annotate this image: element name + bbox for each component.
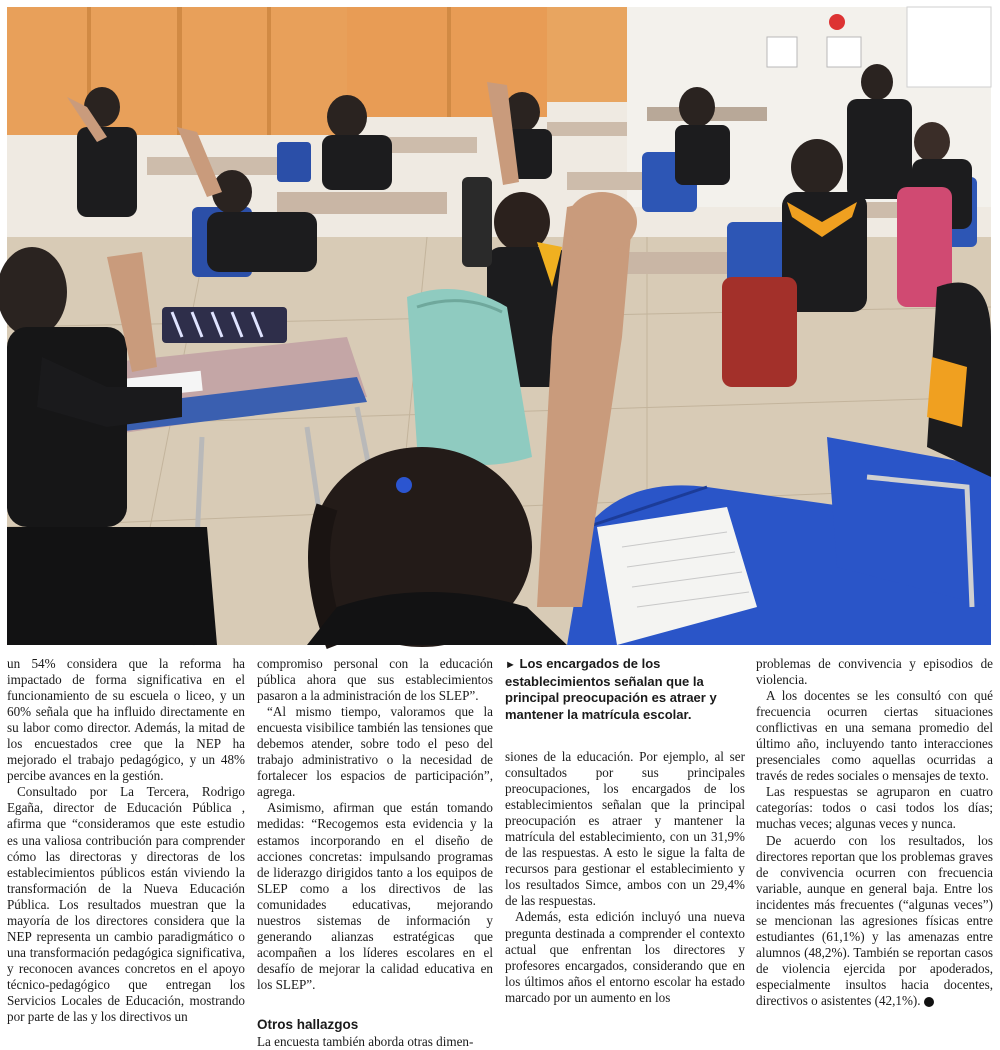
paragraph: La encuesta también aborda otras dimen- <box>257 1033 474 1049</box>
paragraph: compromiso personal con la educación pública ahora que sus establecimientos pasaron a la administración de los SLEP”. <box>257 656 493 704</box>
article-column-4 <box>756 656 993 1040</box>
article-column-1 <box>7 656 245 1040</box>
paragraph: Además, esta edición incluyó una nueva pregunta destinada a comprender el contexto actual que enfrentan los directores y profesores encargados, considerando que en los últimos años el entorno escolar ha estado marcado por un aumento en los <box>505 909 745 1005</box>
pull-quote-text: Los encargados de los establecimientos señalan que la principal preocupación es atraer y mantener la matrícula escolar. <box>505 656 717 722</box>
paragraph: Las respuestas se agruparon en cuatro categorías: todos o casi todos los días; muchas veces; algunas veces y nunca. <box>756 784 993 832</box>
classroom-photo <box>7 7 991 645</box>
section-subheading: Otros hallazgos <box>257 1016 359 1032</box>
article-body <box>7 656 993 1049</box>
paragraph: siones de la educación. Por ejemplo, al ser consultados por sus principales preocupaciones, los encargados de los establecimientos señalan que la principal preocupación es atraer y mantener la matrícula del establecimiento, con un 31,9% de las respuestas. A esto le sigue la falta de recursos para gestionar el establecimiento y los resultados Simce, ambos con un 29,4% de las respuestas. <box>505 749 745 909</box>
end-of-article-icon <box>924 997 934 1007</box>
paragraph: Asimismo, afirman que están tomando medidas: “Recogemos esta evidencia y la estamos incorporando en el diseño de acciones concretas: impulsando programas de liderazgo dirigidos tanto a los equipos de SLEP como a los directivos de las comunidades educativas, mejorando nuestros sistemas de información y generando alianzas estratégicas que acompañen a los líderes escolares en el desafío de mejorar la calidad educativa en los SLEP”. <box>257 800 493 992</box>
final-paragraph-text: De acuerdo con los resultados, los directores reportan que los problemas graves de convivencia ocurren con frecuencia variable, aunque en general baja. Entre los incidentes más frecuentes (“algunas veces”) se mencionan las agresiones físicas entre estudiantes (61,1%) y las amenazas entre alumnos (48,2%). También se reportan casos de violencia ejercida por apoderados, especialmente insultos hacia docentes, directivos o asistentes (42,1%). <box>756 832 993 1008</box>
triangle-bullet-icon: ► <box>505 659 516 671</box>
article-column-2 <box>257 656 493 1049</box>
paragraph-final <box>756 833 993 1010</box>
paragraph: “Al mismo tiempo, valoramos que la encuesta visibilice también las tensiones que debemos atender, sobre todo el peso del trabajo administrativo o la necesidad de fortalecer los espacios de participación”, agrega. <box>257 704 493 800</box>
paragraph: problemas de convivencia y episodios de violencia. <box>756 656 993 688</box>
classroom-illustration <box>7 7 991 645</box>
article-column-3 <box>505 656 745 1040</box>
pull-quote <box>505 656 745 723</box>
paragraph: A los docentes se les consultó con qué frecuencia ocurren ciertas situaciones conflictivas en una semana promedio del último año, incluyendo tanto interacciones presenciales como aquellas ocurridas a través de redes sociales o mensajes de texto. <box>756 688 993 784</box>
paragraph: un 54% considera que la reforma ha impactado de forma significativa en el funcionamiento de su escuela o liceo, y un 60% señala que ha influido directamente en su labor como director. Además, la mitad de los encuestados cree que la NEP ha mejorado el trabajo pedagógico, y un 48% percibe avances en la gestión. <box>7 656 245 784</box>
paragraph: Consultado por La Tercera, Rodrigo Egaña, director de Educación Pública , afirma que “consideramos que este estudio es una valiosa contribución para comprender cómo las directoras y directoras de los establecimientos públicos están viviendo la transformación de la Nueva Educación Pública. Los resultados muestran que la mayoría de los directores considera que la NEP representa un cambio paradigmático o una transformación pedagógica significativa, y reconocen avances concretos en el apoyo técnico-pedagógico que entregan los Servicios Locales de Educación, mostrando por parte de las y los directivos un <box>7 784 245 1025</box>
